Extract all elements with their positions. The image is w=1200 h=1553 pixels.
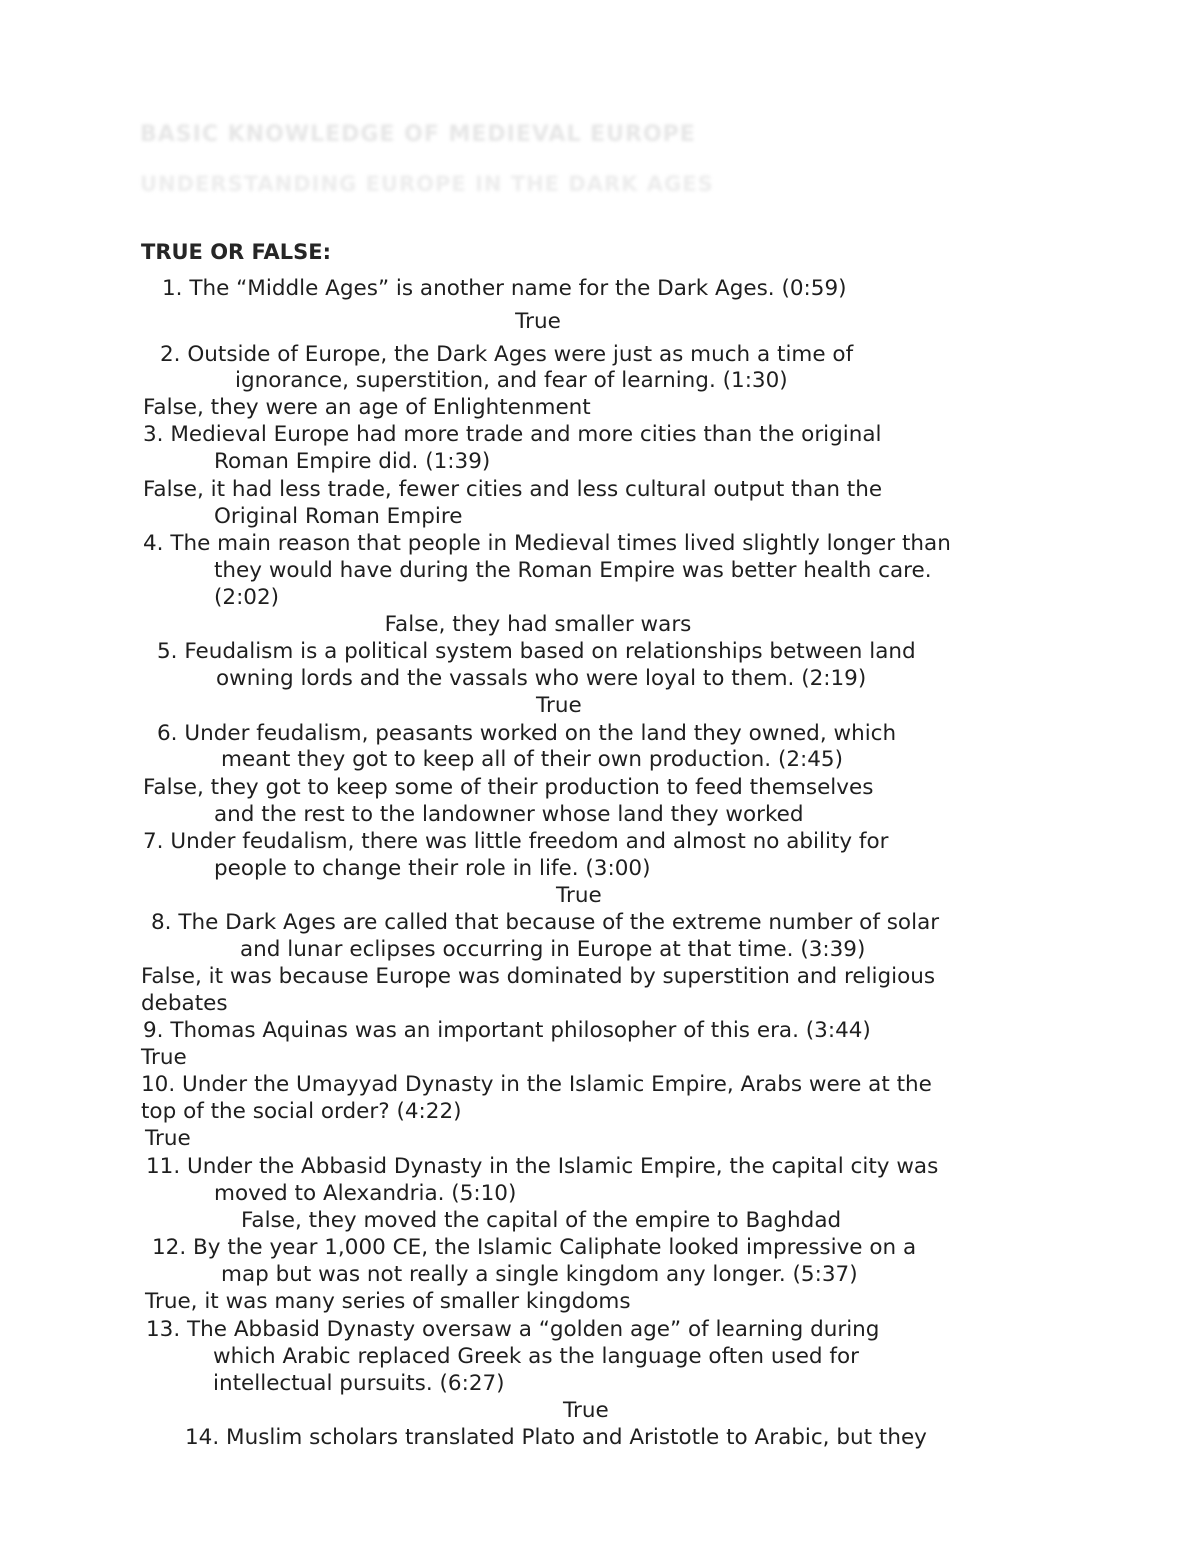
question-line: map but was not really a single kingdom any longer. (5:37) xyxy=(221,1262,858,1287)
answer-line: True xyxy=(563,1398,609,1423)
question-line: 6. Under feudalism, peasants worked on the land they owned, which xyxy=(157,721,897,746)
question-line: they would have during the Roman Empire was better health care. xyxy=(214,558,932,583)
answer-line: False, they had smaller wars xyxy=(384,612,692,637)
faded-header-line-1: BASIC KNOWLEDGE OF MEDIEVAL EUROPE xyxy=(140,122,696,147)
answer-line: False, they got to keep some of their production to feed themselves xyxy=(143,775,874,800)
question-line: owning lords and the vassals who were loyal to them. (2:19) xyxy=(216,666,867,691)
answer-line: False, it was because Europe was dominated by superstition and religious xyxy=(141,964,936,989)
question-line: and lunar eclipses occurring in Europe at that time. (3:39) xyxy=(240,937,866,962)
question-line: 12. By the year 1,000 CE, the Islamic Caliphate looked impressive on a xyxy=(152,1235,917,1260)
answer-line: True xyxy=(515,309,561,334)
question-line: top of the social order? (4:22) xyxy=(141,1099,462,1124)
question-line: Roman Empire did. (1:39) xyxy=(214,449,491,474)
question-line: moved to Alexandria. (5:10) xyxy=(214,1181,517,1206)
answer-line: debates xyxy=(141,991,228,1016)
question-line: meant they got to keep all of their own production. (2:45) xyxy=(221,747,843,772)
question-line: 3. Medieval Europe had more trade and more cities than the original xyxy=(143,422,882,447)
section-heading: TRUE OR FALSE: xyxy=(141,240,331,264)
question-line: people to change their role in life. (3:00) xyxy=(214,856,651,881)
question-line: 10. Under the Umayyad Dynasty in the Islamic Empire, Arabs were at the xyxy=(141,1072,932,1097)
answer-line: False, they moved the capital of the empire to Baghdad xyxy=(241,1208,842,1233)
answer-line: Original Roman Empire xyxy=(214,504,463,529)
answer-line: True xyxy=(141,1045,187,1070)
question-line: 4. The main reason that people in Medieval times lived slightly longer than xyxy=(143,531,951,556)
question-line: ignorance, superstition, and fear of learning. (1:30) xyxy=(235,368,788,393)
faded-header-line-2: UNDERSTANDING EUROPE IN THE DARK AGES xyxy=(140,172,714,196)
question-line: 1. The “Middle Ages” is another name for the Dark Ages. (0:59) xyxy=(162,276,847,301)
question-line: 11. Under the Abbasid Dynasty in the Islamic Empire, the capital city was xyxy=(146,1154,939,1179)
question-line: 13. The Abbasid Dynasty oversaw a “golden age” of learning during xyxy=(146,1317,880,1342)
answer-line: False, they were an age of Enlightenment xyxy=(143,395,591,420)
answer-line: True xyxy=(556,883,602,908)
answer-line: True xyxy=(145,1126,191,1151)
question-line: intellectual pursuits. (6:27) xyxy=(213,1371,505,1396)
question-line: (2:02) xyxy=(214,585,280,610)
question-line: 8. The Dark Ages are called that because of the extreme number of solar xyxy=(151,910,940,935)
question-line: which Arabic replaced Greek as the language often used for xyxy=(213,1344,859,1369)
question-line: 5. Feudalism is a political system based on relationships between land xyxy=(157,639,916,664)
answer-line: False, it had less trade, fewer cities and less cultural output than the xyxy=(143,477,883,502)
answer-line: True xyxy=(536,693,582,718)
answer-line: True, it was many series of smaller kingdoms xyxy=(145,1289,631,1314)
question-line: 9. Thomas Aquinas was an important philosopher of this era. (3:44) xyxy=(143,1018,871,1043)
question-line: 7. Under feudalism, there was little freedom and almost no ability for xyxy=(143,829,889,854)
question-line: 2. Outside of Europe, the Dark Ages were just as much a time of xyxy=(160,342,854,367)
question-line: 14. Muslim scholars translated Plato and Aristotle to Arabic, but they xyxy=(185,1425,927,1450)
answer-line: and the rest to the landowner whose land they worked xyxy=(214,802,804,827)
